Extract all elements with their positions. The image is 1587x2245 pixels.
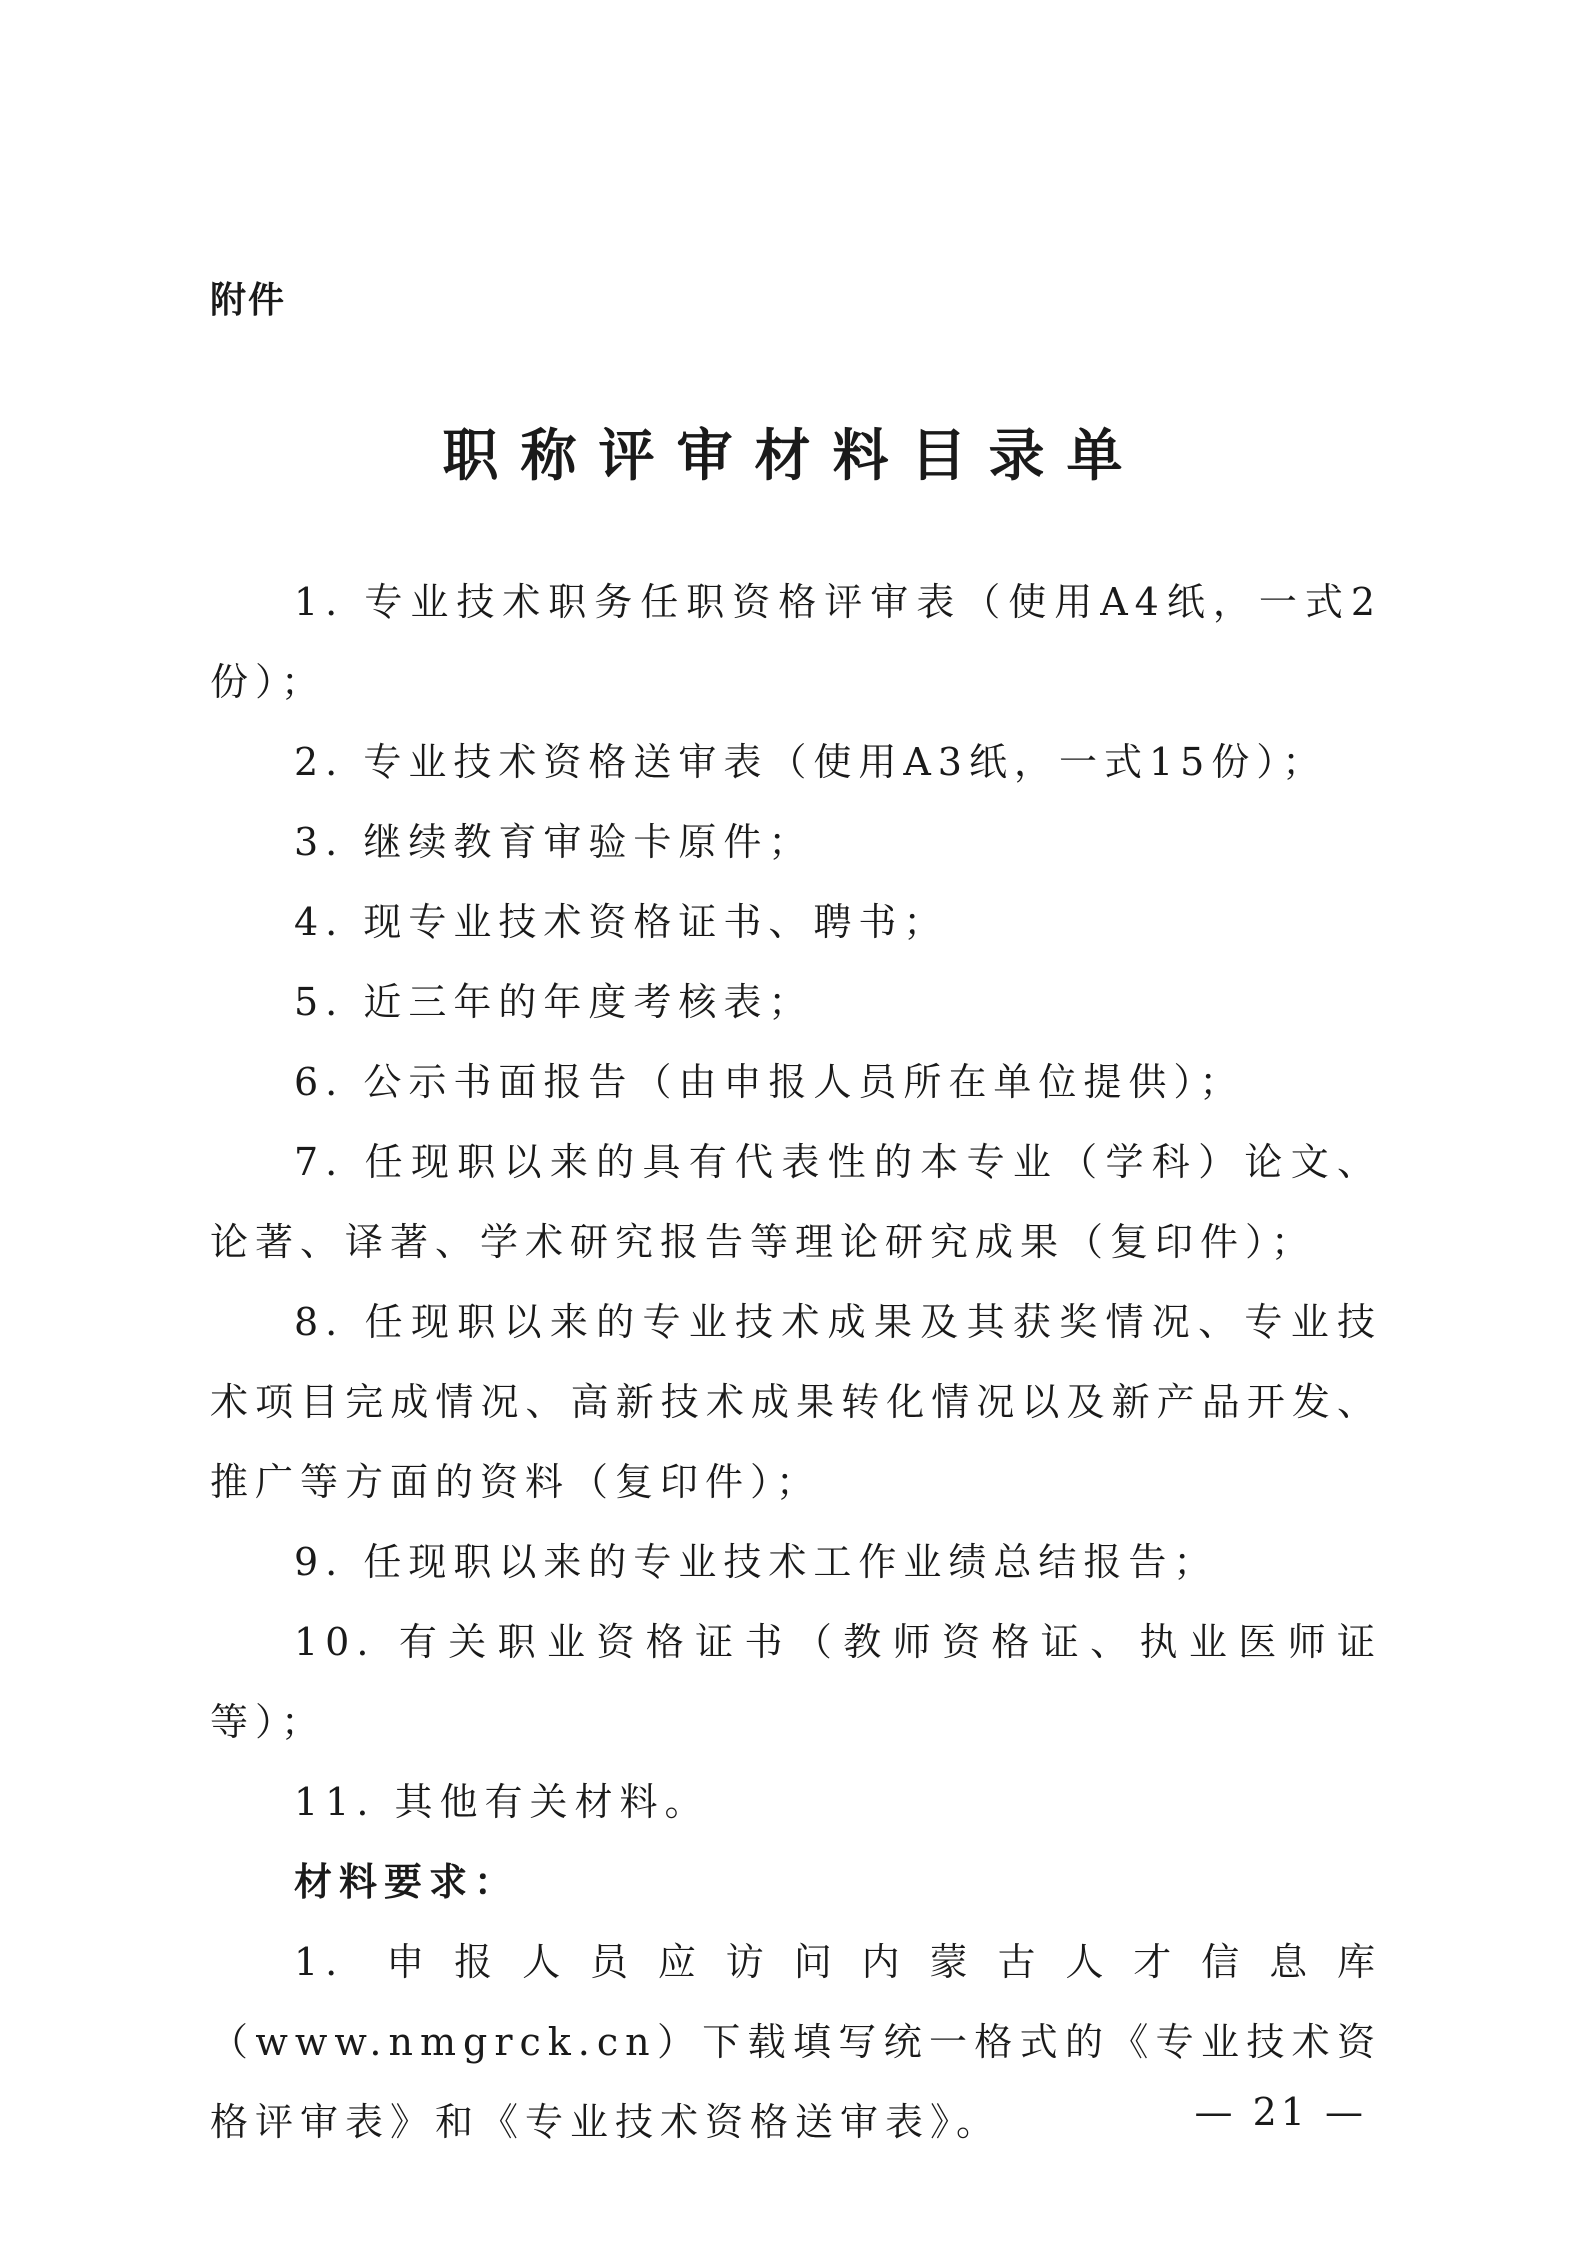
list-item: 5. 近三年的年度考核表；	[294, 980, 814, 1024]
list-item: 9. 任现职以来的专业技术工作业绩总结报告；	[294, 1540, 1219, 1584]
list-item: 3. 继续教育审验卡原件；	[294, 820, 814, 864]
list-item: 6. 公示书面报告（由申报人员所在单位提供）；	[294, 1060, 1245, 1104]
document-body	[210, 562, 1382, 2162]
list-item: 10. 有关职业资格证书（教师资格证、执业医师证等）；	[210, 1620, 1382, 1744]
page-number: — 21 —	[1194, 2090, 1367, 2134]
list-item: 7. 任现职以来的具有代表性的本专业（学科）论文、论著、译著、学术研究报告等理论研究成果（复印件）；	[210, 1140, 1382, 1264]
list-item: 11. 其他有关材料。	[294, 1780, 710, 1824]
requirement-item: 1. 申报人员应访问内蒙古人才信息库（www.nmgrck.cn）下载填写统一格式的《专业技术资格评审表》和《专业技术资格送审表》。	[210, 1940, 1382, 2144]
document-title: 职称评审材料目录单	[442, 423, 1145, 489]
list-item: 4. 现专业技术资格证书、聘书；	[294, 900, 949, 944]
requirements-heading: 材料要求：	[294, 1860, 520, 1904]
list-item: 2. 专业技术资格送审表（使用A3纸，一式15份）；	[294, 740, 1328, 784]
list-item: 1. 专业技术职务任职资格评审表（使用A4纸，一式2份）；	[210, 580, 1382, 704]
attachment-label: 附件	[210, 280, 287, 321]
list-item: 8. 任现职以来的专业技术成果及其获奖情况、专业技术项目完成情况、高新技术成果转化情况以及新产品开发、推广等方面的资料（复印件）；	[210, 1300, 1382, 1504]
